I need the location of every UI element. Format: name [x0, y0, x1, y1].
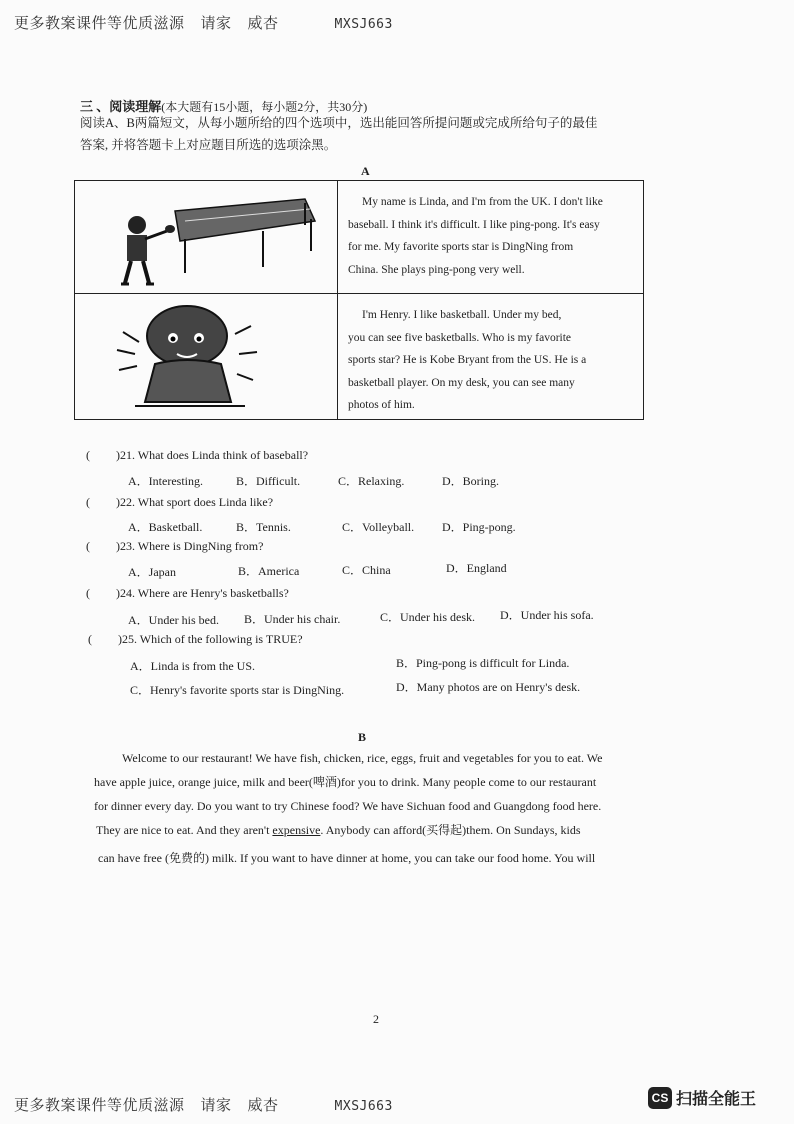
header-code: MXSJ663	[334, 17, 393, 32]
question-stem: )25. Which of the following is TRUE?	[118, 632, 303, 646]
bottom-watermark	[14, 1094, 393, 1115]
passage-b-line-4-start: They are nice to eat. And they aren't	[96, 823, 273, 837]
henry-line-5: photos of him.	[348, 399, 415, 411]
q23-option-b: B．America	[238, 564, 300, 578]
answer-blank: (	[86, 495, 90, 509]
linda-line-2: baseball. I think it's difficult. I like ping-pong. It's easy	[348, 218, 600, 231]
q24-option-b: B．Under his chair.	[244, 612, 341, 626]
question-25	[88, 632, 303, 647]
q23-option-a: A．Japan	[128, 565, 176, 579]
scanner-logo-text: 扫描全能王	[676, 1089, 757, 1108]
q24-option-c: C．Under his desk.	[380, 610, 475, 624]
q21-option-a: A．Interesting.	[128, 474, 203, 488]
header-please: 请家	[200, 16, 232, 32]
answer-blank: (	[86, 586, 90, 600]
underlined-word-expensive: expensive	[272, 823, 321, 837]
q21-option-c: C．Relaxing.	[338, 474, 405, 488]
page-number: 2	[373, 1012, 379, 1026]
top-watermark	[14, 12, 393, 33]
question-24	[86, 586, 289, 601]
basketball-boy-image	[75, 294, 337, 419]
q22-option-a: A．Basketball.	[128, 520, 203, 534]
passage-a-label: A	[361, 164, 370, 178]
section-note: (本大题有15小题，每小题2分，共30分)	[161, 100, 368, 114]
q21-option-b: B．Difficult.	[236, 474, 301, 488]
q25-option-c: C．Henry's favorite sports star is DingNing.	[130, 683, 345, 697]
passage-b-line-5: can have free (免费的) milk. If you want to have dinner at home, you can take our food home. You will	[98, 851, 596, 865]
instruction-line-1: 阅读A、B两篇短文，从每小题所给的四个选项中，选出能回答所提问题或完成所给句子的最佳	[80, 116, 598, 130]
q24-option-d: D．Under his sofa.	[500, 608, 594, 622]
q25-option-d: D．Many photos are on Henry's desk.	[396, 680, 581, 694]
q24-option-a: A．Under his bed.	[128, 613, 219, 627]
henry-text-cell	[338, 294, 644, 420]
q25-option-a: A．Linda is from the US.	[130, 659, 255, 673]
q23-option-c: C．China	[342, 563, 391, 577]
ping-pong-player-image	[75, 181, 337, 293]
question-23	[86, 539, 263, 554]
answer-blank: (	[86, 539, 90, 553]
question-22	[86, 495, 273, 510]
footer-code: MXSJ663	[334, 1099, 393, 1114]
linda-line-3: for me. My favorite sports star is DingNing from	[348, 241, 574, 253]
q21-option-d: D．Boring.	[442, 474, 500, 488]
footer-name: 威杏	[247, 1098, 279, 1114]
linda-text-cell	[338, 181, 644, 294]
scanner-logo	[648, 1086, 756, 1109]
passage-a-table	[74, 180, 644, 420]
henry-line-4: basketball player. On my desk, you can see many	[348, 376, 575, 389]
passage-b-line-3: for dinner every day. Do you want to try Chinese food? We have Sichuan food and Guangdong food here.	[94, 799, 602, 813]
section-title-text: 三 、阅读理解	[80, 99, 162, 114]
answer-blank: (	[86, 448, 90, 462]
answer-blank: (	[88, 632, 92, 646]
passage-b-label: B	[358, 730, 367, 744]
q22-option-c: C．Volleyball.	[342, 520, 415, 534]
header-promo: 更多教案课件等优质滋源	[14, 16, 185, 32]
passage-b-line-1: Welcome to our restaurant! We have fish, chicken, rice, eggs, fruit and vegetables for you to eat. We	[122, 751, 603, 765]
passage-b-line-4	[96, 818, 581, 842]
footer-please: 请家	[200, 1098, 232, 1114]
question-stem: )23. Where is DingNing from?	[116, 539, 264, 553]
henry-line-3: sports star? He is Kobe Bryant from the US. He is a	[348, 354, 587, 366]
header-name: 威杏	[247, 16, 279, 32]
henry-line-1: I'm Henry. I like basketball. Under my bed,	[362, 309, 562, 321]
camscanner-icon: CS	[648, 1087, 672, 1109]
question-stem: )24. Where are Henry's basketballs?	[116, 586, 289, 600]
q23-option-d: D．England	[446, 561, 507, 575]
basketball-boy-picture-cell	[75, 294, 338, 420]
passage-b-line-2: have apple juice, orange juice, milk and beer(啤酒)for you to drink. Many people come to our restaurant	[94, 775, 597, 789]
passage-b-line-4-end: . Anybody can afford(买得起)them. On Sundays, kids	[320, 823, 581, 837]
q22-option-b: B．Tennis.	[236, 520, 291, 534]
q25-option-b: B．Ping-pong is difficult for Linda.	[396, 656, 570, 670]
henry-line-2: you can see five basketballs. Who is my favorite	[348, 331, 572, 344]
instruction-line-2: 答案, 并将答题卡上对应题目所选的选项涂黑。	[80, 138, 337, 152]
linda-line-1: My name is Linda, and I'm from the UK. I don't like	[362, 196, 603, 208]
question-stem: )22. What sport does Linda like?	[116, 495, 274, 509]
ping-pong-picture-cell	[75, 181, 338, 294]
q22-option-d: D．Ping-pong.	[442, 520, 516, 534]
footer-promo: 更多教案课件等优质滋源	[14, 1098, 185, 1114]
question-21	[86, 448, 308, 463]
question-stem: )21. What does Linda think of baseball?	[116, 448, 309, 462]
linda-line-4: China. She plays ping-pong very well.	[348, 263, 525, 276]
